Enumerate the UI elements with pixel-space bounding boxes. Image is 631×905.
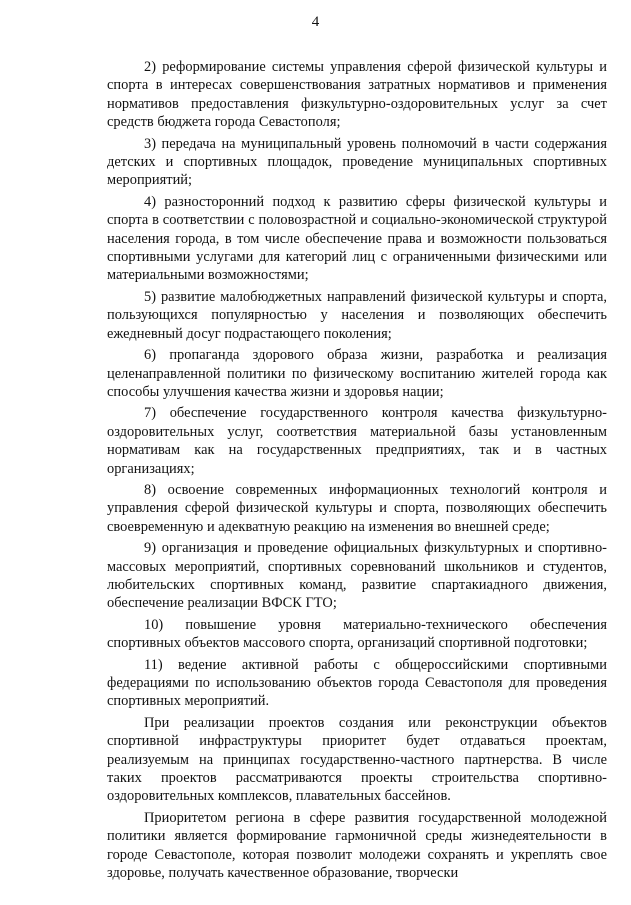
paragraph-item-10: 10) повышение уровня материально-технического обеспечения спортивных объектов массового спорта, организаций спортивной подготовки; [107,616,607,652]
paragraph-item-4: 4) разносторонний подход к развитию сферы физической культуры и спорта в соответствии с половозрастной и социально-экономической структурой населения города, в том числе обеспечение права и возможности пользоваться спортивными услугами для категорий лиц с ограниченными физическими или материальными возможностями; [107,193,607,284]
document-body [107,58,607,885]
paragraph-item-7: 7) обеспечение государственного контроля качества физкультурно-оздоровительных услуг, соответствия материальной базы установленным нормативам как на государственных предприятиях, так и в частных организациях; [107,405,607,477]
paragraph-item-6: 6) пропаганда здорового образа жизни, разработка и реализация целенаправленной политики по физическому воспитанию жителей города как способы улучшения качества жизни и здоровья нации; [107,347,607,400]
paragraph-youth-policy: Приоритетом региона в сфере развития государственной молодежной политики является формирование гармоничной среды жизнедеятельности в городе Севастополе, которая позволит молодежи сохранять и укреплять свое здоровье, получать качественное образование, творчески [107,809,607,882]
paragraph-item-2: 2) реформирование системы управления сферой физической культуры и спорта в интересах совершенствования затратных нормативов и применения нормативов предоставления физкультурно-оздоровительных услуг за счет средств бюджета города Севастополя; [107,59,607,131]
paragraph-item-8: 8) освоение современных информационных технологий контроля и управления сферой физической культуры и спорта, позволяющих обеспечить своевременную и адекватную реакцию на изменения во внешней среде; [107,481,607,535]
paragraph-item-9: 9) организация и проведение официальных физкультурных и спортивно-массовых мероприятий, спортивных соревнований школьников и студентов, любительских спортивных команд, развитие спартакиадного движения, обеспечение реализации ВФСК ГТО; [107,540,607,612]
paragraph-infrastructure-priority: При реализации проектов создания или реконструкции объектов спортивной инфраструктуры приоритет будет отдаваться проектам, реализуемым на принципах государственно-частного партнерства. В числе таких проектов рассматриваются проекты строительства спортивно-оздоровительных комплексов, плавательных бассейнов. [107,714,607,805]
page-number: 4 [311,14,320,30]
paragraph-item-3: 3) передача на муниципальный уровень полномочий в части содержания детских и спортивных площадок, проведение муниципальных спортивных мероприятий; [107,135,607,189]
paragraph-item-11: 11) ведение активной работы с общероссийскими спортивными федерациями по использованию объектов города Севастополя для проведения спортивных мероприятий. [107,656,607,710]
paragraph-item-5: 5) развитие малобюджетных направлений физической культуры и спорта, пользующихся популярностью у населения и позволяющих обеспечить ежедневный досуг подрастающего поколения; [107,288,607,342]
